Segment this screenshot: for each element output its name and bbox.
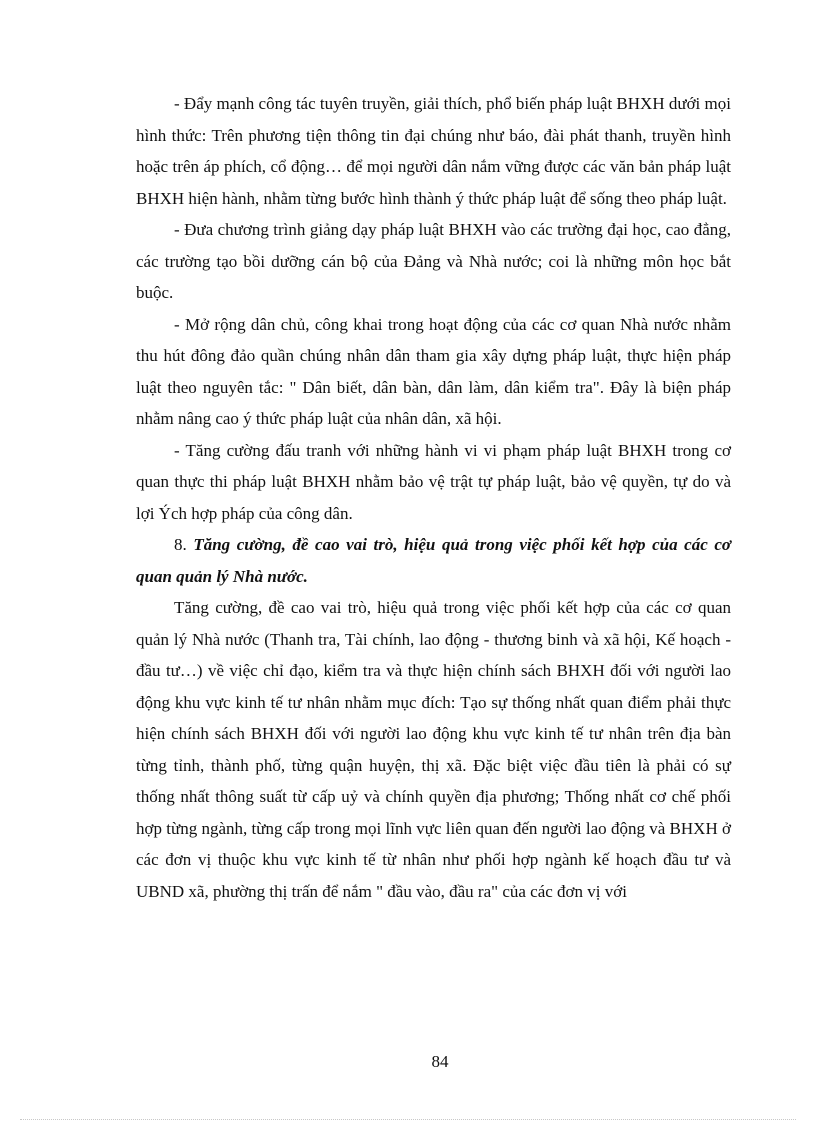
- paragraph-coordination: Tăng cường, đề cao vai trò, hiệu quả trong việc phối kết hợp của các cơ quan quản lý Nhà nước (Thanh tra, Tài chính, lao động - thương binh và xã hội, Kế hoạch - đầu tư…) về việc chỉ đạo, kiểm tra và thực hiện chính sách BHXH đối với người lao động khu vực kinh tế tư nhân nhằm mục đích: Tạo sự thống nhất quan điểm phải thực hiện chính sách BHXH đối với người lao động khu vực kinh tế tư nhân trên địa bàn từng tỉnh, thành phố, từng quận huyện, thị xã. Đặc biệt việc đầu tiên là phải có sự thống nhất thông suất từ cấp uỷ và chính quyền địa phương; Thống nhất cơ chế phối hợp từng ngành, từng cấp trong mọi lĩnh vực liên quan đến người lao động và BHXH ở các đơn vị thuộc khu vực kinh tế từ nhân như phối hợp ngành kế hoạch đầu tư và UBND xã, phường thị trấn để nắm " đầu vào, đầu ra" của các đơn vị với: [136, 598, 731, 901]
- paragraph-propaganda: - Đẩy mạnh công tác tuyên truyền, giải thích, phổ biến pháp luật BHXH dưới mọi hình thức: Trên phương tiện thông tin đại chúng như báo, đài phát thanh, truyền hình hoặc trên áp phích, cổ động… để mọi người dân nắm vững được các văn bản pháp luật BHXH hiện hành, nhằm từng bước hình thành ý thức pháp luật để sống theo pháp luật.: [136, 94, 731, 208]
- section-heading: [136, 529, 731, 592]
- paragraph-education: - Đưa chương trình giảng dạy pháp luật BHXH vào các trường đại học, cao đẳng, các trường tạo bồi dưỡng cán bộ của Đảng và Nhà nước; coi là những môn học bắt buộc.: [136, 220, 731, 302]
- paragraph-enforcement: - Tăng cường đấu tranh với những hành vi vi phạm pháp luật BHXH trong cơ quan thực thi pháp luật BHXH nhằm bảo vệ trật tự pháp luật, bảo vệ quyền, tự do và lợi Ých hợp pháp của công dân.: [136, 440, 731, 523]
- page-number: 84: [431, 1052, 449, 1071]
- paragraph-democracy: - Mở rộng dân chủ, công khai trong hoạt động của các cơ quan Nhà nước nhằm thu hút đông đảo quần chúng nhân dân tham gia xây dựng pháp luật, thực hiện pháp luật theo nguyên tắc: " Dân biết, dân bàn, dân làm, dân kiểm tra". Đây là biện pháp nhằm nâng cao ý thức pháp luật của nhân dân, xã hội.: [136, 314, 731, 428]
- section-heading-number: 8.: [174, 535, 187, 554]
- page-body: [136, 88, 731, 907]
- page-bottom-border: [20, 1119, 796, 1120]
- section-heading-text: Tăng cường, đề cao vai trò, hiệu quả trong việc phối kết hợp của các cơ quan quản lý Nhà nước.: [136, 535, 732, 586]
